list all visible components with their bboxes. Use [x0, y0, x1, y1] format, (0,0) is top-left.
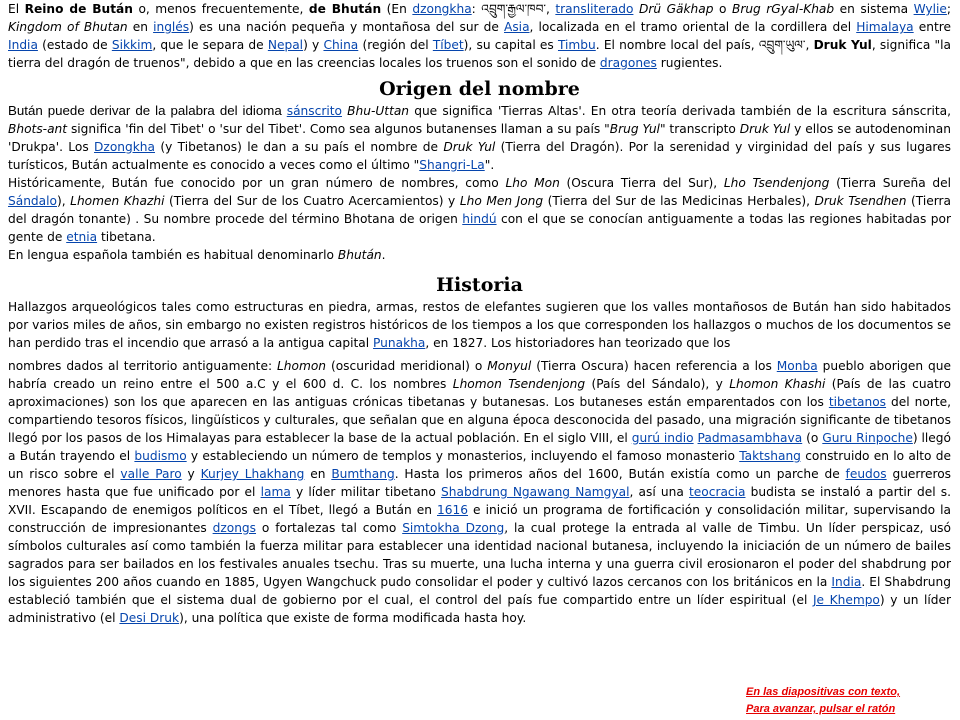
- text-span: :: [471, 2, 482, 16]
- text-span: , así una: [629, 485, 690, 499]
- italic-term: Bhots-ant: [8, 122, 68, 136]
- text-span: tibetana.: [97, 230, 156, 244]
- link-etnia[interactable]: etnia: [66, 230, 98, 244]
- italic-term: Druk Yul: [443, 140, 496, 154]
- text-span: en: [304, 467, 332, 481]
- link-timbu[interactable]: Timbu: [557, 38, 596, 52]
- italic-term: Druk Yul: [739, 122, 791, 136]
- text-span: (o: [802, 431, 823, 445]
- italic-term: Lhomen Khazhi: [70, 194, 165, 208]
- text-span: ) y un líder administrativo (el: [8, 593, 951, 625]
- text-span: Bután puede derivar de la palabra del idioma: [8, 103, 287, 118]
- text-span: significa 'fin del Tibet' o 'sur del Tibet'. Como sea algunos butanenses llaman a su país ": [67, 122, 610, 136]
- text-span: ) es una nación pequeña y montañosa del sur de: [189, 20, 504, 34]
- text-span: (En: [381, 2, 413, 16]
- tibetan-script-name: འབྲུག་རྒྱལ་ཁབ་: [481, 2, 546, 16]
- text-span: (y Tibetanos) le dan a su país el nombre de: [154, 140, 444, 154]
- text-span: rugientes.: [656, 56, 723, 70]
- bold-term: Druk Yul: [813, 38, 872, 52]
- historia-paragraph-2: [8, 357, 951, 627]
- link-shangri-la[interactable]: Shangri-La: [419, 158, 485, 172]
- link-himalaya[interactable]: Himalaya: [856, 20, 914, 34]
- italic-term: Lho Mon: [505, 176, 560, 190]
- text-span: que significa 'Tierras Altas'. En otra teoría derivada también de la escritura sánscrita,: [409, 104, 952, 118]
- link-guru-rinpoche[interactable]: Guru Rinpoche: [822, 431, 913, 445]
- italic-term: Lhomon Tsendenjong: [452, 377, 586, 391]
- text-span: (Tierra Sureña del: [829, 176, 951, 190]
- text-span: y líder militar tibetano: [290, 485, 442, 499]
- text-span: (Tierra del Sur de las Medicinas Herbales),: [543, 194, 815, 208]
- bold-term: de Bhután: [308, 2, 382, 16]
- text-span: (Oscura Tierra del Sur),: [559, 176, 724, 190]
- text-span: (Tierra del dragón tonante) . Su nombre procede del término Bhotana de origen: [8, 194, 952, 226]
- link-tibetanos[interactable]: tibetanos: [828, 395, 887, 409]
- text-span: , en 1827. Los historiadores han teorizado que los: [425, 336, 731, 350]
- text-span: budista se instaló a partir del s. XVII. Escapando de enemigos políticos en el Tíbet, llegó a Bután en: [8, 485, 952, 517]
- hint-line-1: En las diapositivas con texto,: [746, 686, 901, 698]
- link-teocracia[interactable]: teocracia: [689, 485, 746, 499]
- link-india-2[interactable]: India: [831, 575, 862, 589]
- link-tibet[interactable]: Tíbet: [432, 38, 464, 52]
- section-heading-historia: Historia: [436, 274, 523, 296]
- slide-navigation-hint: [746, 684, 946, 718]
- section-heading-origen: Origen del nombre: [379, 78, 580, 100]
- italic-term: Lhomon Khashi: [729, 377, 826, 391]
- italic-term: Lho Men Jong: [459, 194, 544, 208]
- text-span: y estableciendo un número de templos y monasterios, incluyendo el famoso monasterio: [186, 449, 740, 463]
- link-feudos[interactable]: feudos: [845, 467, 887, 481]
- text-span: ;: [946, 2, 952, 16]
- link-monba[interactable]: Monba: [776, 359, 818, 373]
- text-span: (región del: [358, 38, 433, 52]
- intro-paragraph: [8, 0, 951, 72]
- link-simtokha-dzong[interactable]: Simtokha Dzong: [402, 521, 505, 535]
- text-span: o, menos frecuentemente,: [132, 2, 309, 16]
- italic-term: Monyul: [487, 359, 532, 373]
- text-span: . Hasta los primeros años del 1600, Bután existía como un parche de: [394, 467, 846, 481]
- link-je-khempo[interactable]: Je Khempo: [812, 593, 880, 607]
- text-span: ) llegó a Bután trayendo el: [8, 431, 952, 463]
- link-budismo[interactable]: budismo: [134, 449, 187, 463]
- link-taktshang[interactable]: Taktshang: [739, 449, 801, 463]
- origen-paragraph-3: [8, 246, 951, 264]
- italic-term: Brug Yul: [609, 122, 660, 136]
- text-span: " transcripto: [659, 122, 740, 136]
- text-span: (Tierra del Sur de los Cuatro Acercamientos) y: [164, 194, 460, 208]
- link-hindu[interactable]: hindú: [462, 212, 497, 226]
- link-sandalo[interactable]: Sándalo: [8, 194, 57, 208]
- text-span: (oscuridad meridional) o: [326, 359, 488, 373]
- text-span: (País del Sándalo), y: [585, 377, 730, 391]
- text-span: entre: [913, 20, 951, 34]
- text-span: ,: [805, 38, 814, 52]
- text-span: El: [8, 2, 25, 16]
- text-span: construido en lo alto de un risco sobre el: [8, 449, 951, 481]
- text-span: ), una política que existe de forma modificada hasta hoy.: [179, 611, 527, 625]
- link-wylie[interactable]: Wylie: [913, 2, 947, 16]
- link-sanscrito[interactable]: sánscrito: [286, 104, 342, 118]
- link-guru-indio[interactable]: gurú indio: [631, 431, 694, 445]
- link-valle-paro[interactable]: valle Paro: [120, 467, 182, 481]
- bold-term: Reino de Bután: [24, 2, 133, 16]
- text-span: guerreros menores hasta que fue unificado por el: [8, 467, 952, 499]
- hint-line-2: Para avanzar, pulsar el ratón: [746, 703, 896, 715]
- link-dzongkha-2[interactable]: Dzongkha: [94, 140, 155, 154]
- text-span: ,: [545, 2, 556, 16]
- text-span: e inició un programa de fortificación y consolidación militar, supervisando la construcción de impresionantes: [8, 503, 951, 535]
- text-span: ".: [484, 158, 495, 172]
- text-span: ) y: [303, 38, 324, 52]
- link-bumthang[interactable]: Bumthang: [331, 467, 395, 481]
- italic-term: Lhomon: [277, 359, 327, 373]
- text-span: , la cual protege la entrada al valle de Timbu. Un líder perspicaz, usó símbolos culturales así como también la fuerza militar para establecer una identidad nacional butanesa, incluyendo la iniciación de un número de bailes sagrados para ser bailados en los festivales anuales tsechu. Tras su muerte, una lucha interna y una guerra civil erosionaron el poder del shabdrung por los siguientes 200 años cuando en 1885, Ugyen Wangchuck pudo consolidar el poder y cultivó lazos cercanos con los británicos en la: [8, 521, 951, 589]
- link-ingles[interactable]: inglés: [153, 20, 190, 34]
- text-span: (Tierra Oscura) hacen referencia a los: [531, 359, 777, 373]
- article-content: [8, 0, 951, 627]
- link-dragones[interactable]: dragones: [599, 56, 657, 70]
- text-span: , significa "la tierra del dragón de truenos", debido a que en las creencias locales los truenos son el sonido de: [8, 38, 952, 70]
- italic-term: Lho Tsendenjong: [723, 176, 830, 190]
- link-dzongkha[interactable]: dzongkha: [412, 2, 472, 16]
- text-span: en sistema: [834, 2, 914, 16]
- text-span: (País de las cuatro aproximaciones) son los que aparecen en las antiguas crónicas tibetanas y butanesas. Los butaneses están emparentados con los: [8, 377, 952, 409]
- text-span: .: [381, 248, 386, 262]
- italic-term: Druk Tsendhen: [814, 194, 907, 208]
- italic-term: Kingdom of Bhutan: [8, 20, 128, 34]
- link-padmasambhava[interactable]: Padmasambhava: [697, 431, 803, 445]
- text-span: (Tierra del Dragón). Por la serenidad y virginidad del país y sus lugares turísticos, Bután actualmente es conocido a veces como el último ": [8, 140, 951, 172]
- text-span: pueblo aborigen que habría creado un reino entre el 500 a.C y el 600 d. C. los nombres: [8, 359, 951, 391]
- link-nepal[interactable]: Nepal: [267, 38, 304, 52]
- text-span: y: [181, 467, 201, 481]
- link-kurjey-lhakhang[interactable]: Kurjey Lhakhang: [200, 467, 305, 481]
- italic-term: Bhután: [337, 248, 382, 262]
- link-desi-druk[interactable]: Desi Druk: [119, 611, 180, 625]
- origen-paragraph-2: [8, 174, 951, 246]
- text-span: ), su capital es: [463, 38, 558, 52]
- historia-paragraph-1: [8, 298, 951, 352]
- text-span: ),: [56, 194, 71, 208]
- link-sikkim[interactable]: Sikkim: [111, 38, 153, 52]
- italic-term: Bhu-Uttan: [347, 104, 410, 118]
- text-span: Históricamente, Bután fue conocido por un gran número de nombres, como: [8, 176, 506, 190]
- text-span: o fortalezas tal como: [256, 521, 403, 535]
- link-punakha[interactable]: Punakha: [373, 336, 426, 350]
- link-asia[interactable]: Asia: [504, 20, 530, 34]
- link-dzongs[interactable]: dzongs: [212, 521, 257, 535]
- italic-term: Brug rGyal-Khab: [731, 2, 835, 16]
- text-span: del norte, compartiendo tesoros físicos, lingüísticos y culturales, que señalan que en alguna época desconocida del pasado, una migración significante de tibetanos llegó por los pasos de los Himalayas para establecer la base de la actual población. En el siglo VIII, el: [8, 395, 951, 445]
- link-lama[interactable]: lama: [260, 485, 291, 499]
- link-china[interactable]: China: [323, 38, 359, 52]
- tibetan-script-local-name: འབྲུག་ཡུལ་: [758, 38, 806, 52]
- text-span: o: [713, 2, 732, 16]
- link-india[interactable]: India: [8, 38, 38, 52]
- text-span: , que le separa de: [152, 38, 268, 52]
- italic-term: Drü Gäkhap: [638, 2, 714, 16]
- text-span: nombres dados al territorio antiguamente:: [8, 359, 277, 373]
- text-span: , localizada en el tramo oriental de la cordillera del: [529, 20, 857, 34]
- text-span: . El nombre local del país,: [595, 38, 759, 52]
- text-span: Hallazgos arqueológicos tales como estructuras en piedra, armas, restos de elefantes sugieren que los valles montañosos de Bután han sido habitados por varios miles de años, sin embargo no existen registros históricos de los tiempos a los que corresponden los hallazgos o muchos de los documentos se han perdido tras el incendio que arrasó a la antigua capital: [8, 300, 951, 350]
- origen-paragraph-1: [8, 102, 951, 174]
- link-transliterado[interactable]: transliterado: [555, 2, 634, 16]
- text-span: en: [127, 20, 154, 34]
- text-span: (estado de: [37, 38, 112, 52]
- link-1616[interactable]: 1616: [436, 503, 469, 517]
- text-span: y ellos se autodenominan 'Drukpa'. Los: [8, 122, 951, 154]
- text-span: . El Shabdrung estableció también que el sistema dual de gobierno por el cual, el control del país fue compartido entre un líder espiritual (el: [8, 575, 951, 607]
- link-shabdrung-ngawang-namgyal[interactable]: Shabdrung Ngawang Namgyal: [441, 485, 630, 499]
- text-span: En lengua española también es habitual denominarlo: [8, 248, 338, 262]
- text-span: con el que se conocían antiguamente a todas las regiones habitadas por gente de: [8, 212, 951, 244]
